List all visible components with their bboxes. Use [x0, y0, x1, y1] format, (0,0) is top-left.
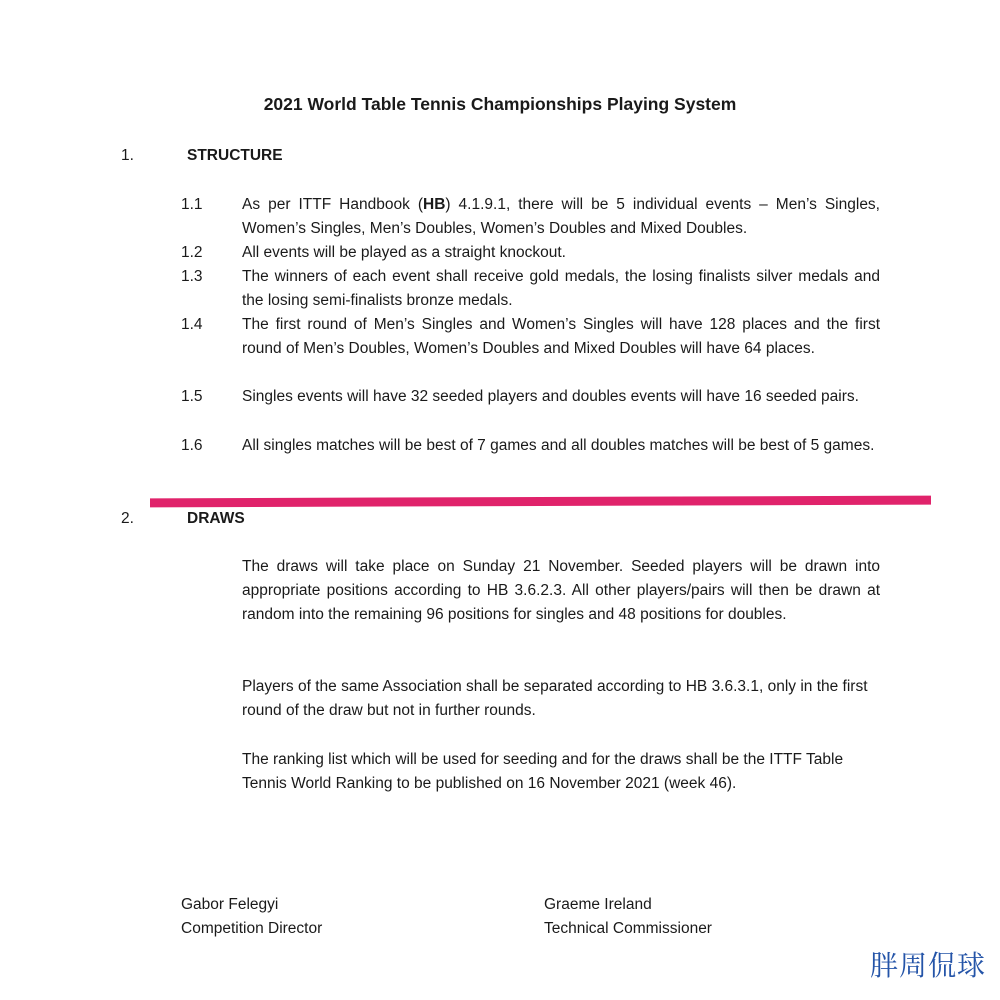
signatory-name: Gabor Felegyi — [181, 896, 279, 913]
signatory-role: Competition Director — [181, 920, 323, 937]
highlight-marker-line — [150, 496, 931, 508]
signatory-name: Graeme Ireland — [544, 896, 652, 913]
signature-block — [544, 893, 712, 941]
document-title: 2021 World Table Tennis Championships Playing System — [263, 94, 737, 114]
item-number: 1.5 — [181, 388, 203, 405]
item-number: 1.2 — [181, 244, 203, 261]
item-text: Singles events will have 32 seeded players and doubles events will have 16 seeded pairs. — [242, 388, 859, 405]
item-text — [242, 193, 880, 241]
section-heading-structure: STRUCTURE — [187, 147, 283, 164]
item-text-post: ) 4.1.9.1, there will be 5 individual events – Men’s Singles, Women’s Singles, Men’s Doubles, Women’s Doubles and Mixed Doubles. — [242, 196, 880, 237]
item-number: 1.6 — [181, 437, 203, 454]
draws-paragraph: Players of the same Association shall be separated according to HB 3.6.3.1, only in the first round of the draw but not in further rounds. — [242, 678, 868, 719]
section-number: 2. — [121, 510, 134, 527]
handbook-abbrev: HB — [423, 196, 446, 213]
item-number: 1.1 — [181, 196, 203, 213]
draws-paragraph: The ranking list which will be used for seeding and for the draws shall be the ITTF Table Tennis World Ranking to be published on 16 November 2021 (week 46). — [242, 751, 844, 792]
item-text: All events will be played as a straight knockout. — [242, 244, 566, 261]
section-number: 1. — [121, 147, 134, 164]
item-number: 1.4 — [181, 316, 203, 333]
item-number: 1.3 — [181, 268, 203, 285]
signatory-role: Technical Commissioner — [544, 920, 712, 937]
draws-paragraph: The draws will take place on Sunday 21 November. Seeded players will be drawn into appropriate positions according to HB 3.6.2.3. All other players/pairs will then be drawn at random into the remaining 96 positions for singles and 48 positions for doubles. — [242, 558, 880, 623]
section-heading-draws: DRAWS — [187, 510, 245, 527]
item-text: All singles matches will be best of 7 games and all doubles matches will be best of 5 games. — [242, 437, 875, 454]
item-text-pre: As per ITTF Handbook ( — [242, 196, 423, 213]
signature-block — [181, 893, 322, 941]
watermark-text: 胖周侃球 — [869, 949, 986, 982]
item-text: The first round of Men’s Singles and Women’s Singles will have 128 places and the first round of Men’s Doubles, Women’s Doubles and Mixed Doubles will have 64 places. — [242, 316, 880, 357]
item-text: The winners of each event shall receive gold medals, the losing finalists silver medals and the losing semi-finalists bronze medals. — [242, 268, 880, 309]
